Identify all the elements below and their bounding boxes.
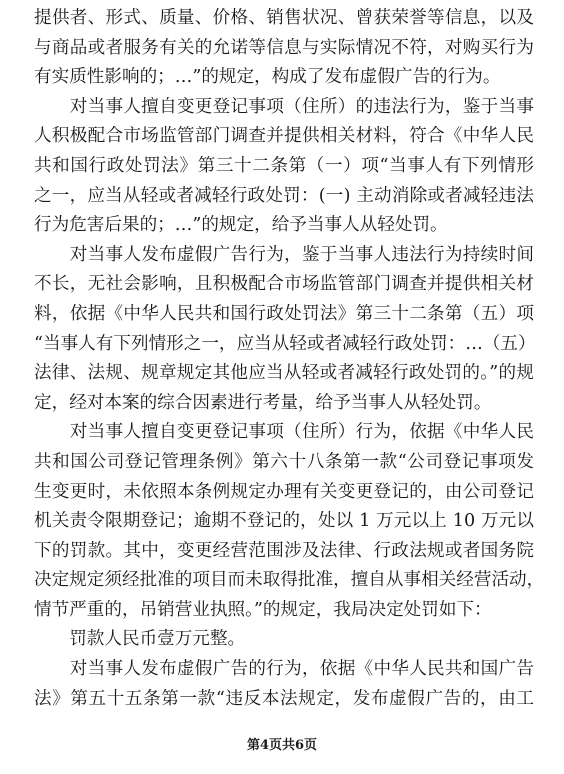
body-text-line: 决定规定须经批准的项目而未取得批准，擅自从事相关经营活动， [34,570,545,591]
body-text-line: 与商品或者服务有关的允诺等信息与实际情况不符，对购买行为 [34,37,534,58]
body-text-line: 提供者、形式、质量、价格、销售状况、曾获荣誉等信息，以及 [34,8,534,28]
body-text-line: 下的罚款。其中，变更经营范围涉及法律、行政法规或者国务院 [34,540,534,561]
body-text-line: 共和国行政处罚法》第三十二条第（一）项“当事人有下列情形 [34,155,534,176]
body-text-line: 罚款人民币壹万元整。 [34,629,246,650]
page-number-footer: 第4页共6页 [246,738,318,753]
body-text-line: 法》第五十五条第一款“违反本法规定，发布虚假广告的，由工 [34,688,534,709]
body-text-line: 情节严重的，吊销营业执照。”的规定，我局决定处罚如下： [34,599,492,620]
body-text-line: 生变更时，未依照本条例规定办理有关变更登记的，由公司登记 [34,481,534,502]
body-text-line: 法律、法规、规章规定其他应当从轻或者减轻行政处罚的。”的规 [34,363,534,384]
body-text-line: 共和国公司登记管理条例》第六十八条第一款“公司登记事项发 [34,451,534,472]
body-text-line: 料，依据《中华人民共和国行政处罚法》第三十二条第（五）项 [34,303,534,324]
body-text-line: 机关责令限期登记；逾期不登记的，处以 1 万元以上 10 万元以 [34,511,534,532]
body-text-line: 对当事人发布虚假广告行为，鉴于当事人违法行为持续时间 [34,244,534,265]
document-body [34,4,545,714]
body-text-line: 对当事人擅自变更登记事项（住所）的违法行为，鉴于当事 [34,96,534,117]
body-text-line: 人积极配合市场监管部门调查并提供相关材料，符合《中华人民 [34,126,534,147]
body-text-line: 对当事人发布虚假广告的行为，依据《中华人民共和国广告 [34,659,534,680]
body-text-line: 之一，应当从轻或者减轻行政处罚：(一) 主动消除或者减轻违法 [34,185,534,206]
body-text-line: 行为危害后果的；…”的规定，给予当事人从轻处罚。 [34,215,448,236]
body-text-line: 有实质性影响的；…”的规定，构成了发布虚假广告的行为。 [34,67,501,88]
body-text-line: “当事人有下列情形之一，应当从轻或者减轻行政处罚：…（五） [34,333,536,354]
body-text-line: 不长，无社会影响，且积极配合市场监管部门调查并提供相关材 [34,274,534,295]
body-text-line: 对当事人擅自变更登记事项（住所）行为，依据《中华人民 [34,422,534,443]
body-text-line: 定，经对本案的综合因素进行考量，给予当事人从轻处罚。 [34,392,492,413]
